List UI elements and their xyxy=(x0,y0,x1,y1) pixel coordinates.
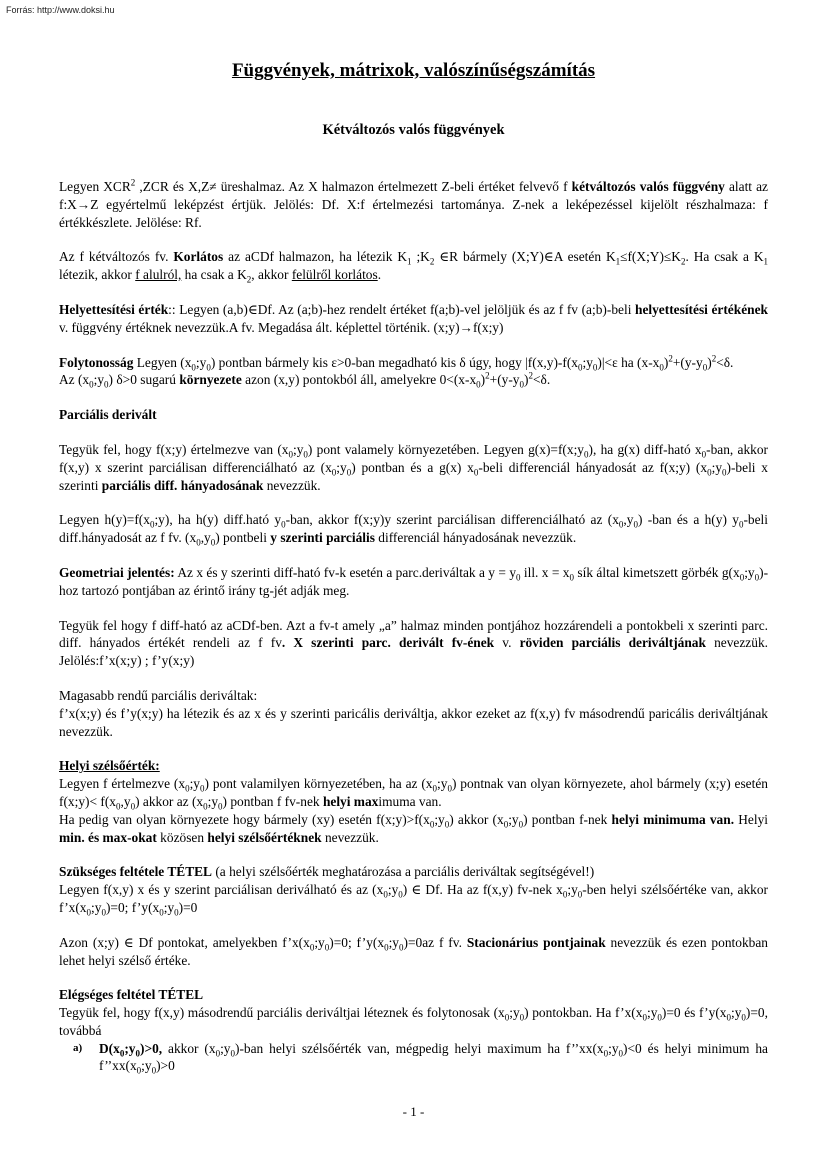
sub: 0 xyxy=(191,362,196,373)
sub: 0 xyxy=(429,819,435,830)
sub: 0 xyxy=(230,1048,235,1059)
text: . xyxy=(377,267,382,283)
sub: 0 xyxy=(707,467,712,478)
text: közösen xyxy=(156,829,208,845)
text: ,y xyxy=(623,512,634,528)
text: ;y xyxy=(336,459,347,475)
sub: 0 xyxy=(519,1012,525,1023)
sub: 0 xyxy=(159,907,164,918)
sub: 0 xyxy=(206,362,211,373)
text: -ban, akkor f(x;y)y szerint parciálisan differenciálható az (x xyxy=(285,512,619,528)
local-extremum-heading: Helyi szélsőérték: xyxy=(59,758,160,774)
text: )=0; f’y(x xyxy=(329,934,385,950)
sub: 0 xyxy=(476,380,481,391)
sub: 0 xyxy=(584,449,589,460)
sub: 0 xyxy=(398,942,404,953)
sub: 0 xyxy=(738,520,744,531)
text: alatt az f:X→Z egyértelmű leképzést értjük. Jelölés: Df. X:f értelmezési tartománya. Z-nek a leképezéssel kijelölt részhalmaza: f értékkészlete. Jelölése: Rf. xyxy=(59,179,768,230)
partial-x-paragraph xyxy=(59,441,768,494)
sub: 0 xyxy=(119,1048,125,1059)
sub: 0 xyxy=(444,819,450,830)
bold-term: kétváltozós valós függvény xyxy=(571,179,725,194)
text: ) pontban bármely kis ε>0-ban megadható kis δ úgy, hogy |f(x,y)-f(x xyxy=(210,354,578,370)
text: ≤f(X;Y)≤K xyxy=(620,249,681,265)
text: ;y xyxy=(91,899,102,915)
text: ) pont valamely környezetében. Legyen g(x)=f(x;y xyxy=(307,441,585,457)
partial-y-paragraph xyxy=(59,511,768,547)
text: nevezzük és ezen pontokban lehet helyi szélső értéke. xyxy=(59,934,768,968)
sup: 2 xyxy=(668,353,673,364)
sub: 2 xyxy=(680,257,686,268)
text: +(y-y xyxy=(489,372,520,388)
text: Legyen (x xyxy=(133,354,192,370)
sub: 0 xyxy=(754,572,760,583)
derivative-function-paragraph xyxy=(59,617,768,670)
sub: 0 xyxy=(383,889,388,900)
definition-paragraph xyxy=(59,178,768,231)
necessary-condition-paragraph xyxy=(59,863,768,916)
text: akkor (x xyxy=(162,1040,216,1056)
text: nevezzük. xyxy=(321,829,379,845)
text: ) pontban f fv-nek xyxy=(222,793,323,809)
text: ;y xyxy=(437,776,448,792)
text: )-beli x szerinti xyxy=(59,459,768,493)
text: v. függvény értéknek nevezzük.A fv. Megadása ált. képlettel történik. (x;y)→f(x;y) xyxy=(59,319,504,335)
condition-list xyxy=(59,1040,768,1076)
sub: 0 xyxy=(618,520,624,531)
text: ;y xyxy=(163,899,175,915)
text: ) pontban és a g(x) x xyxy=(351,459,474,475)
sub: 0 xyxy=(151,1066,157,1077)
stationary-paragraph xyxy=(59,934,768,970)
text: -beli differenciál hányadosát az f(x;y) (x xyxy=(478,459,708,475)
sub: 0 xyxy=(633,520,638,531)
text: ;y xyxy=(567,882,578,898)
text: (a helyi szélsőérték meghatározása a parciális deriváltak segítségével!) xyxy=(212,864,595,880)
text: létezik, akkor xyxy=(59,267,136,283)
page-number: - 1 - xyxy=(402,1104,425,1119)
sub: 0 xyxy=(603,1048,609,1059)
bold-term: röviden parciális deriváltjának xyxy=(519,635,706,651)
text: )=0az f fv. xyxy=(403,934,467,950)
sub: 0 xyxy=(135,1048,140,1059)
sub: 0 xyxy=(432,783,438,794)
sufficient-condition-heading: Elégséges feltétel TÉTEL xyxy=(59,987,204,1003)
bold-term: környezete xyxy=(179,372,242,388)
bold-term: . X szerinti parc. derivált fv-ének xyxy=(281,635,495,651)
text: ;y xyxy=(189,776,200,792)
text: ;y xyxy=(195,354,207,370)
sub: 0 xyxy=(331,467,337,478)
text: az aCDf halmazon, ha létezik K xyxy=(223,249,408,265)
text: Az f kétváltozós fv. xyxy=(59,249,174,265)
text: ∈R bármely (X;Y)∈A esetén K xyxy=(434,249,616,265)
text: ;y xyxy=(608,1040,619,1056)
text: -ben helyi szélsőértéke van, akkor f’x(x xyxy=(59,882,769,915)
text: ;y xyxy=(508,811,519,827)
bold-term: helyettesítési értékének xyxy=(635,301,768,317)
text: ;y xyxy=(711,459,723,475)
text: )|<ε ha (x-x xyxy=(597,354,660,370)
sub: 0 xyxy=(516,572,521,583)
substitution-paragraph xyxy=(59,301,768,337)
bold-term: y szerinti parciális xyxy=(270,530,375,546)
text: ) xyxy=(480,372,486,388)
bold-term: helyi max xyxy=(322,793,379,809)
sub: 0 xyxy=(130,801,136,812)
bold-term: Stacionárius pontjainak xyxy=(466,934,606,950)
text: )>0, xyxy=(139,1040,163,1056)
text: ) akkor az (x xyxy=(135,793,204,809)
text: ;y xyxy=(124,1040,136,1056)
text: Az x és y szerinti diff-ható fv-k esetén a parc.deriváltak a y = y xyxy=(174,564,517,580)
sub: 0 xyxy=(104,380,109,391)
sup: 2 xyxy=(485,370,490,381)
text: ;y xyxy=(141,1058,152,1074)
text: Magasabb rendű parciális deriváltak: xyxy=(59,687,258,703)
sub: 0 xyxy=(447,783,452,794)
text: ;y xyxy=(744,564,755,580)
text: Legyen XCR xyxy=(59,179,131,194)
sub: 0 xyxy=(309,942,315,953)
sub: 1 xyxy=(763,257,768,268)
bold-term: Szükséges feltétele TÉTEL xyxy=(59,864,212,880)
bounded-paragraph xyxy=(59,248,768,284)
sub: 1 xyxy=(407,257,412,268)
sub: 0 xyxy=(577,889,583,900)
sufficient-condition-paragraph xyxy=(59,986,768,1039)
text: Legyen f értelmezve (x xyxy=(59,776,186,792)
text: ;y xyxy=(509,1005,520,1021)
sub: 0 xyxy=(218,801,223,812)
sub: 0 xyxy=(592,362,598,373)
text: )=0 xyxy=(178,899,198,915)
text: ;K xyxy=(411,249,430,265)
sub: 0 xyxy=(722,467,727,478)
text: ) ∈ Df. Ha az f(x,y) fv-nek x xyxy=(402,882,563,898)
text: )-hoz tartozó pontjában az érintő irány tg-jét adják meg. xyxy=(59,564,769,598)
sub: 0 xyxy=(185,783,190,794)
text: nevezzük. Jelölés:f’x(x;y) ; f’y(x;y) xyxy=(59,635,768,669)
bold-term xyxy=(99,1040,163,1059)
sup: 2 xyxy=(711,353,717,364)
sub: 0 xyxy=(324,942,330,953)
text: ;y xyxy=(434,811,445,827)
underlined-term: f alulról, xyxy=(135,267,182,283)
list-marker: a) xyxy=(73,1041,83,1054)
text: ) xyxy=(707,354,712,370)
text: Az (x xyxy=(59,372,90,388)
text: :: Legyen (a,b)∈Df. Az (a;b)-hez rendelt értéket f(a;b)-vel jelöljük és az f fv (a;b)-beli xyxy=(168,301,635,317)
text: ;y xyxy=(220,1040,231,1056)
text: )-ban helyi szélsőérték van, mégpedig helyi maximum ha f’’xx(x xyxy=(235,1040,604,1056)
text: Tegyük fel, hogy f(x,y) másodrendű parciális deriváltjai léteznek és folytonosak (x xyxy=(59,1005,505,1021)
list-item xyxy=(73,1040,768,1077)
sub: 0 xyxy=(473,467,479,478)
sub: 0 xyxy=(101,907,106,918)
sub: 0 xyxy=(702,362,708,373)
sub: 0 xyxy=(215,1048,221,1059)
source-label: Forrás: http://www.doksi.hu xyxy=(6,5,115,15)
document-body xyxy=(59,178,768,1075)
sub: 0 xyxy=(203,801,208,812)
sub: 0 xyxy=(210,537,216,548)
sub: 0 xyxy=(281,520,286,531)
sub: 0 xyxy=(577,362,583,373)
sub: 0 xyxy=(701,449,707,460)
text: ;y xyxy=(387,882,399,898)
sub: 0 xyxy=(288,449,293,460)
local-extremum-paragraph xyxy=(59,757,768,846)
sub: 0 xyxy=(518,819,524,830)
text: ;y xyxy=(292,441,304,457)
sub: 0 xyxy=(519,380,525,391)
sub: 1 xyxy=(615,257,621,268)
text: -ban, akkor f(x,y) x szerint parciálisan differenciálható az (x xyxy=(59,441,768,475)
sub: 0 xyxy=(86,907,92,918)
bold-term: helyi minimuma van. xyxy=(611,811,735,827)
higher-order-paragraph xyxy=(59,687,768,740)
sub: 0 xyxy=(149,520,155,531)
sup: 2 xyxy=(130,177,136,188)
bold-term: Korlátos xyxy=(173,249,224,265)
sub: 0 xyxy=(303,449,308,460)
bold-term: Helyettesítési érték xyxy=(59,301,169,317)
text: ;y xyxy=(207,793,219,809)
text: Legyen f(x,y) x és y szerint parciálisan deriválható és az (x xyxy=(59,882,384,898)
sub: 2 xyxy=(429,257,435,268)
text: ) pont valamilyen környezetében, ha az (x xyxy=(204,776,433,792)
sub: 0 xyxy=(659,362,664,373)
text: ) pontokban. Ha f’x(x xyxy=(524,1005,643,1021)
text: ha csak a K xyxy=(181,267,247,283)
text: , akkor xyxy=(251,267,292,283)
sub: 0 xyxy=(174,907,179,918)
text: ;y), ha h(y) diff.ható y xyxy=(154,512,282,528)
sub: 0 xyxy=(384,942,389,953)
text: ,y xyxy=(120,793,131,809)
sub: 0 xyxy=(504,1012,510,1023)
text: sík által kimetszett görbék g(x xyxy=(574,564,740,580)
sub: 0 xyxy=(726,1012,731,1023)
text: ) xyxy=(524,372,529,388)
text: )>0 xyxy=(156,1058,175,1074)
sub: 0 xyxy=(569,572,575,583)
sub: 0 xyxy=(398,889,403,900)
text: ,y xyxy=(200,530,211,546)
text: v. xyxy=(494,635,520,651)
text: )=0, továbbá xyxy=(59,1005,768,1038)
page-title: Függvények, mátrixok, valószínűségszámítás xyxy=(231,60,596,81)
text: ;y xyxy=(314,934,325,950)
sub: 0 xyxy=(642,1012,647,1023)
text: ), ha g(x) diff-ható x xyxy=(588,441,702,457)
bold-term: Geometriai jelentés: xyxy=(59,564,175,580)
continuity-paragraph xyxy=(59,354,768,390)
text: f’x(x;y) és f’y(x;y) ha létezik és az x és y szerinti paricális deriváltja, akkor ezeket az f(x,y) fv másodrendű paricális deriváltjának nevezzük. xyxy=(59,705,768,739)
sub: 0 xyxy=(116,801,121,812)
text: ;y xyxy=(582,354,593,370)
text: Tegyük fel hogy f diff-ható az aCDf-ben. Azt a fv-t amely „a” halmaz minden pontjához hozzárendeli a pontokbeli x szerinti parc. diff. hányados értékét rendeli az f fv xyxy=(59,617,768,651)
sub: 0 xyxy=(89,380,94,391)
sub: 0 xyxy=(136,1066,142,1077)
sub: 0 xyxy=(196,537,201,548)
bold-term: min. és max-okat xyxy=(59,829,157,845)
text: )=0; f’y(x xyxy=(105,899,160,915)
text: Azon (x;y) ∈ Df pontokat, amelyekben f’x(x xyxy=(59,934,310,950)
text: ;y xyxy=(93,372,105,388)
sub: 0 xyxy=(741,1012,746,1023)
text: ) pontnak van olyan környezete, ahol bármely (x;y) esetén f(x;y)< f(x xyxy=(59,776,768,809)
sub: 2 xyxy=(246,274,252,285)
text: ,ZCR és X,Z≠ üreshalmaz. Az X halmazon értelmezett Z-beli értéket felvevő f xyxy=(135,179,572,194)
text: ) xyxy=(663,354,669,370)
text: <δ. xyxy=(716,354,734,370)
sub: 0 xyxy=(200,783,205,794)
text: Ha pedig van olyan környezete hogy bármely (xy) esetén f(x;y)>f(x xyxy=(59,811,430,827)
sub: 0 xyxy=(618,1048,624,1059)
bold-term: Folytonosság xyxy=(59,354,134,370)
text: ) pontban f-nek xyxy=(523,811,612,827)
text: D(x xyxy=(99,1040,120,1056)
text: . Ha csak a K xyxy=(685,249,764,265)
sub: 0 xyxy=(562,889,568,900)
text: ) akkor (x xyxy=(449,811,504,827)
sup: 2 xyxy=(528,370,533,381)
text: Helyi xyxy=(734,811,768,827)
geometric-paragraph xyxy=(59,564,768,600)
text: <δ. xyxy=(532,372,551,388)
text: differenciál hányadosának nevezzük. xyxy=(374,530,577,546)
sub: 0 xyxy=(739,572,745,583)
text: Tegyük fel, hogy f(x;y) értelmezve van (x xyxy=(59,441,289,457)
bold-term: parciális diff. hányadosának xyxy=(101,477,264,493)
bold-term: helyi szélsőértéknek xyxy=(207,829,322,845)
sub: 0 xyxy=(503,819,509,830)
text: ;y xyxy=(388,934,399,950)
underlined-term: felülről korlátos xyxy=(291,267,378,283)
text: +(y-y xyxy=(672,354,703,370)
text: ;y xyxy=(646,1005,658,1021)
partial-derivative-heading: Parciális derivált xyxy=(59,407,157,423)
text: azon (x,y) pontokból áll, amelyekre 0<(x-x xyxy=(241,372,477,388)
text: ) pontbeli xyxy=(215,530,271,546)
sub: 0 xyxy=(346,467,352,478)
text: ) δ>0 sugarú xyxy=(108,372,180,388)
section-subtitle: Kétváltozós valós függvények xyxy=(322,122,505,138)
sub: 0 xyxy=(657,1012,662,1023)
text: ) -ban és a h(y) y xyxy=(637,512,739,528)
text: ill. x = x xyxy=(520,564,570,580)
text: )<0 és helyi minimum ha f’’xx(x xyxy=(99,1040,768,1074)
text: nevezzük. xyxy=(263,477,321,493)
text: ;y xyxy=(731,1005,742,1021)
text: Legyen h(y)=f(x xyxy=(59,512,150,528)
text: )=0 és f’y(x xyxy=(661,1005,727,1021)
text: -beli diff.hányadosát az f fv. (x xyxy=(59,512,768,546)
text: imuma van. xyxy=(378,793,442,809)
